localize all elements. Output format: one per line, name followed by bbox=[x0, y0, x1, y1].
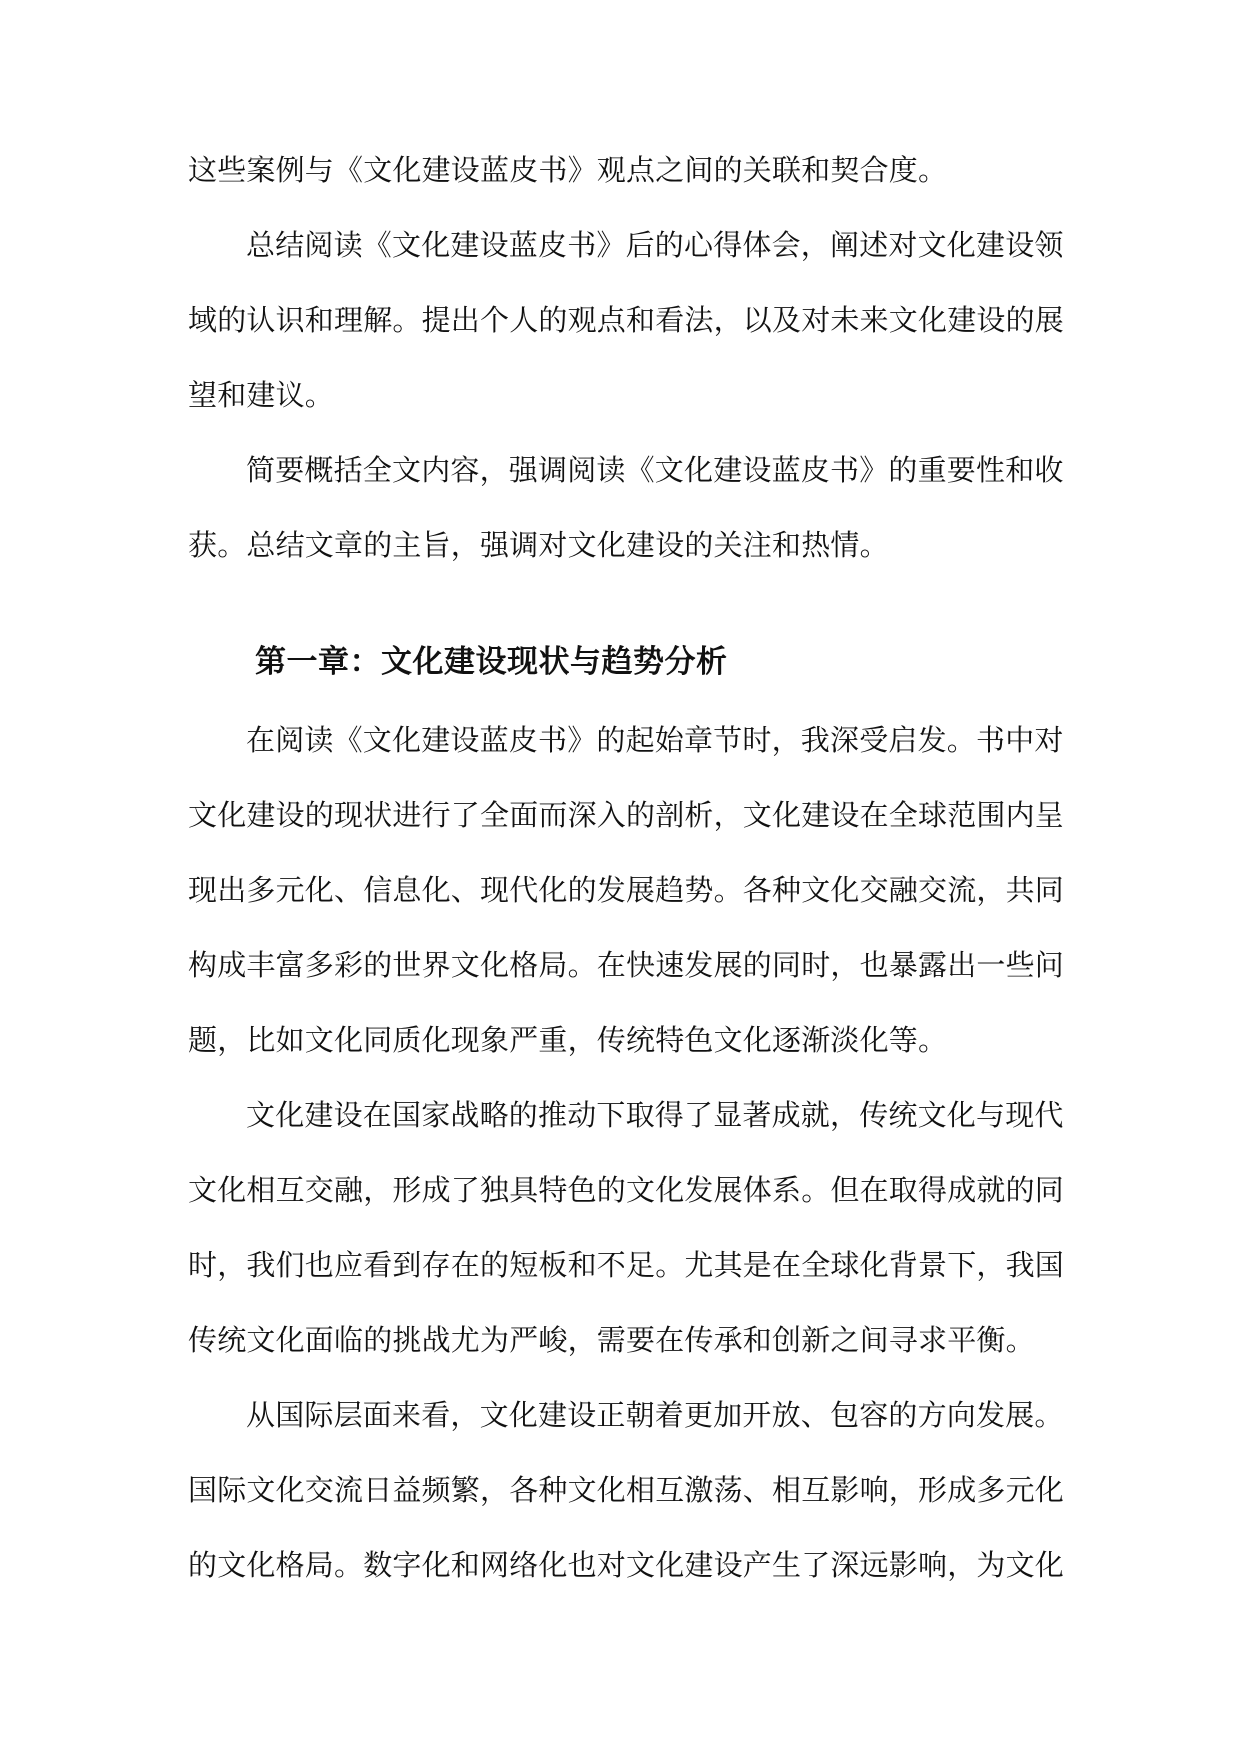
paragraph-line: 域的认识和理解。提出个人的观点和看法，以及对未来文化建设的展 bbox=[188, 303, 1065, 337]
paragraph-line: 文化建设在国家战略的推动下取得了显著成就，传统文化与现代 bbox=[246, 1098, 1064, 1132]
paragraph-line: 在阅读《文化建设蓝皮书》的起始章节时，我深受启发。书中对 bbox=[246, 723, 1064, 757]
paragraph-line: 总结阅读《文化建设蓝皮书》后的心得体会，阐述对文化建设领 bbox=[246, 228, 1064, 262]
paragraph-line: 简要概括全文内容，强调阅读《文化建设蓝皮书》的重要性和收 bbox=[246, 453, 1064, 487]
paragraph-line: 时，我们也应看到存在的短板和不足。尤其是在全球化背景下，我国 bbox=[188, 1248, 1065, 1282]
paragraph-line: 望和建议。 bbox=[188, 378, 335, 412]
paragraph-line: 现出多元化、信息化、现代化的发展趋势。各种文化交融交流，共同 bbox=[188, 873, 1065, 907]
paragraph-line: 获。总结文章的主旨，强调对文化建设的关注和热情。 bbox=[188, 528, 889, 562]
paragraph-line: 文化相互交融，形成了独具特色的文化发展体系。但在取得成就的同 bbox=[188, 1173, 1065, 1207]
paragraph-line: 这些案例与《文化建设蓝皮书》观点之间的关联和契合度。 bbox=[188, 153, 948, 187]
paragraph-line: 文化建设的现状进行了全面而深入的剖析，文化建设在全球范围内呈 bbox=[188, 798, 1065, 832]
paragraph-line: 传统文化面临的挑战尤为严峻，需要在传承和创新之间寻求平衡。 bbox=[188, 1323, 1035, 1357]
paragraph-line: 的文化格局。数字化和网络化也对文化建设产生了深远影响，为文化 bbox=[188, 1548, 1065, 1582]
paragraph-line: 国际文化交流日益频繁，各种文化相互激荡、相互影响，形成多元化 bbox=[188, 1473, 1065, 1507]
paragraph-line: 构成丰富多彩的世界文化格局。在快速发展的同时，也暴露出一些问 bbox=[188, 948, 1065, 982]
paragraph-line: 题，比如文化同质化现象严重，传统特色文化逐渐淡化等。 bbox=[188, 1023, 948, 1057]
paragraph-line: 从国际层面来看，文化建设正朝着更加开放、包容的方向发展。 bbox=[246, 1398, 1064, 1432]
chapter-heading: 第一章：文化建设现状与趋势分析 bbox=[255, 644, 728, 680]
